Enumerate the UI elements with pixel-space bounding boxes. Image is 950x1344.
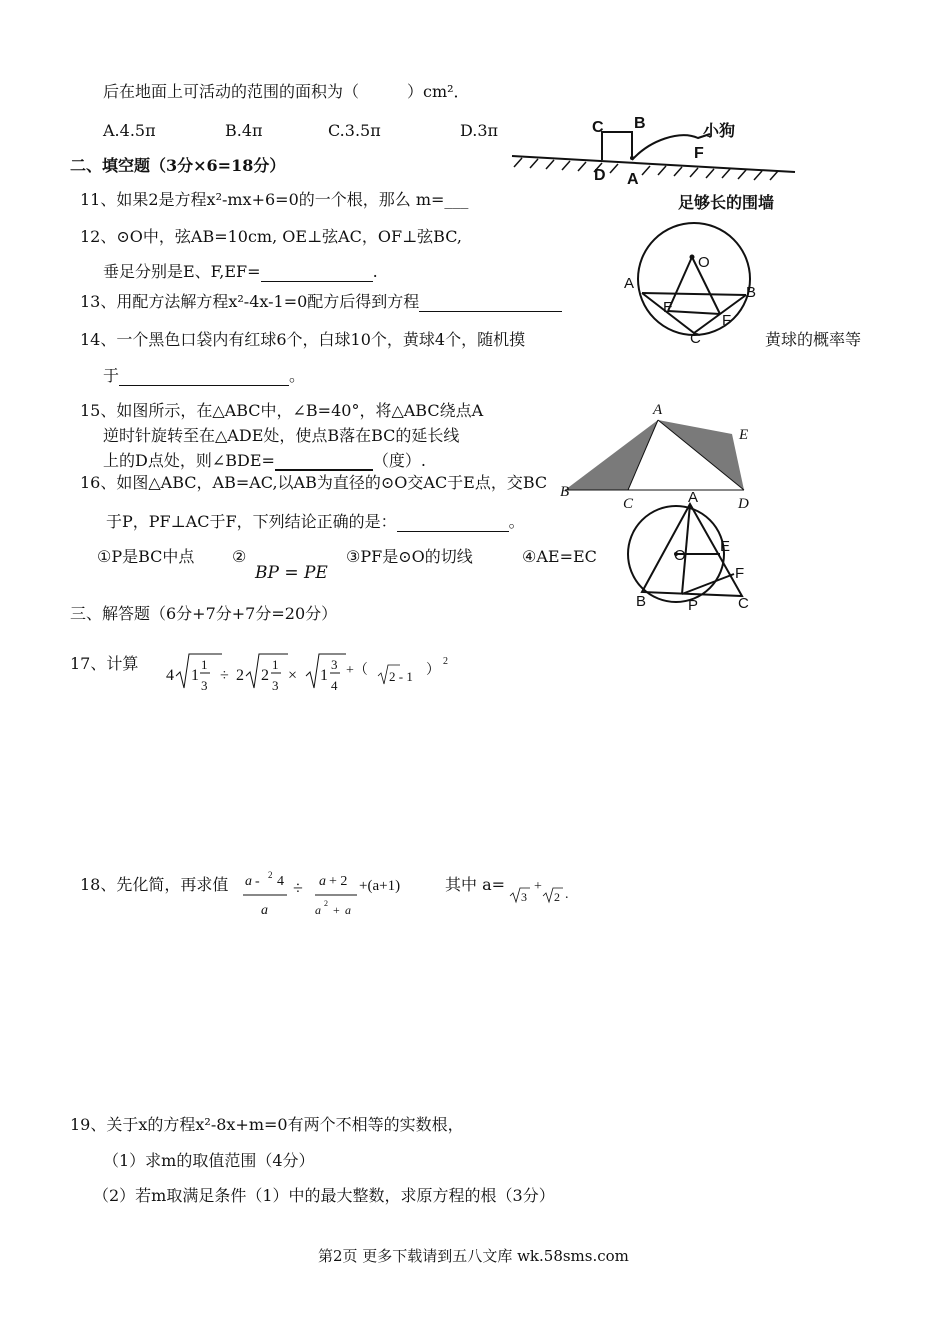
q16-opt2-prefix: ② — [232, 547, 247, 566]
label-f: F — [694, 145, 704, 162]
svg-text:+（: +（ — [346, 663, 368, 678]
svg-text:+: + — [534, 879, 542, 894]
q16-opt4: ④AE=EC — [522, 547, 597, 566]
triangle-abc — [565, 420, 658, 490]
q12-blank[interactable] — [261, 265, 373, 282]
q15-blank[interactable] — [275, 453, 373, 471]
svg-text:.: . — [565, 887, 569, 902]
q15-line2: 逆时针旋转至在△ADE处，使点B落在BC的延长线 — [103, 426, 460, 445]
label-e: E — [739, 427, 749, 443]
label-b: B — [560, 484, 570, 500]
q19-line1: 19、关于x的方程x²-8x+m=0有两个不相等的实数根， — [70, 1115, 464, 1134]
label-a: A — [627, 171, 639, 188]
label-f: F — [735, 565, 745, 582]
q13-text — [80, 292, 562, 312]
svg-text:2: 2 — [554, 890, 560, 904]
label-c: C — [592, 119, 604, 136]
label-a: A — [624, 275, 635, 292]
q12-line2-text: 垂足分别是E、F,EF= — [103, 262, 261, 281]
svg-text:1: 1 — [201, 657, 208, 672]
q16-line2 — [106, 512, 525, 532]
svg-text:+ 2: + 2 — [329, 874, 348, 889]
q14-line2-text: 于 — [103, 366, 120, 385]
q16-line2-text: 于P，PF⊥AC于F，下列结论正确的是： — [106, 512, 397, 531]
q15-tail: （度）. — [372, 451, 427, 470]
svg-text:3: 3 — [201, 678, 208, 693]
q19-part1: （1）求m的取值范围（4分） — [103, 1151, 315, 1170]
q13-label: 13、用配方法解方程x²-4x-1=0配方后得到方程 — [80, 292, 420, 311]
label-d: D — [594, 167, 606, 184]
label-f: F — [722, 312, 732, 329]
figure-wall-dog — [510, 110, 800, 220]
q10-text: 后在地面上可活动的范围的面积为（ ）cm²． — [103, 82, 470, 101]
q16-opt3: ③PF是⊙O的切线 — [346, 547, 473, 566]
q18-label: 18、先化简，再求值 — [80, 875, 229, 894]
q16-blank[interactable] — [397, 515, 509, 532]
svg-text:3: 3 — [521, 890, 527, 904]
q14-line2 — [103, 366, 305, 386]
q17-coef1: 4 — [166, 667, 174, 684]
svg-text:1: 1 — [272, 657, 279, 672]
svg-text:-: - — [255, 874, 260, 889]
svg-text:3: 3 — [331, 657, 338, 672]
q14-line1b: 黄球的概率等 — [765, 330, 862, 349]
q16-line1: 16、如图△ABC，AB=AC,以AB为直径的⊙O交AC于E点，交BC — [80, 473, 548, 492]
label-c: C — [623, 496, 634, 512]
q12-line2 — [103, 262, 378, 282]
label-dog: 小狗 — [703, 123, 736, 140]
section3-title: 三、解答题（6分+7分+7分=20分） — [70, 604, 338, 623]
label-b: B — [634, 115, 646, 132]
q17-label: 17、计算 — [70, 654, 139, 673]
q17-whole1: 1 — [191, 667, 199, 684]
label-c: C — [738, 595, 749, 612]
svg-text:a: a — [261, 903, 268, 918]
svg-text:÷: ÷ — [220, 667, 229, 684]
label-b: B — [636, 593, 647, 610]
q18-where: 其中 a= — [445, 875, 506, 894]
label-a: A — [653, 402, 663, 418]
q15-line1: 15、如图所示，在△ABC中，∠B=40°，将△ABC绕点A — [80, 401, 484, 420]
svg-text:3: 3 — [272, 678, 279, 693]
q15-line3-text: 上的D点处，则∠BDE= — [103, 451, 275, 470]
label-wall: 足够长的围墙 — [678, 195, 775, 212]
label-d: D — [738, 496, 749, 512]
section2-title: 二、填空题（3分×6=18分） — [70, 156, 286, 175]
svg-text:2: 2 — [443, 656, 448, 667]
label-o: O — [674, 547, 686, 564]
q14-line1: 14、一个黑色口袋内有红球6个，白球10个，黄球4个，随机摸 — [80, 330, 526, 349]
svg-text:2: 2 — [324, 899, 328, 908]
svg-text:a: a — [319, 874, 326, 889]
svg-text:）: ） — [426, 663, 440, 678]
q13-blank[interactable] — [419, 295, 562, 312]
q12-tail: . — [372, 262, 378, 281]
svg-text:÷: ÷ — [293, 878, 303, 898]
q10-option-b: B.4π — [225, 121, 263, 140]
svg-text:1: 1 — [320, 667, 328, 684]
q10-option-a: A.4.5π — [103, 121, 156, 140]
q10-option-d: D.3π — [460, 121, 499, 140]
q16-opt2-math: BP = PE — [255, 563, 328, 583]
label-o: O — [698, 254, 710, 271]
svg-text:a: a — [345, 903, 351, 917]
q14-blank[interactable] — [119, 369, 289, 386]
label-e: E — [720, 538, 731, 555]
svg-text:+(a+1): +(a+1) — [359, 878, 401, 894]
q18-expression — [243, 868, 423, 920]
svg-text:4: 4 — [277, 874, 284, 889]
label-p: P — [688, 597, 699, 614]
q15-line3 — [103, 451, 426, 471]
point-a — [630, 156, 634, 160]
label-b: B — [746, 284, 757, 301]
q11-text: 11、如果2是方程x²-mx+6=0的一个根，那么 m=___ — [80, 190, 469, 209]
svg-text:2: 2 — [268, 870, 273, 880]
svg-text:×: × — [288, 667, 298, 684]
svg-text:a: a — [315, 903, 321, 917]
q19-part2: （2）若m取满足条件（1）中的最大整数，求原方程的根（3分） — [93, 1186, 555, 1205]
svg-text:a: a — [245, 874, 252, 889]
svg-text:+: + — [333, 903, 340, 917]
label-a: A — [688, 489, 699, 506]
figure-circle-chords — [620, 215, 760, 345]
q17-expression — [160, 648, 460, 700]
q16-opt1: ①P是BC中点 — [97, 547, 195, 566]
q12-line1: 12、⊙O中，弦AB=10cm, OE⊥弦AC，OF⊥弦BC, — [80, 227, 462, 246]
figure-circle-triangle — [618, 488, 763, 618]
svg-text:2: 2 — [236, 667, 244, 684]
label-c: C — [690, 330, 701, 345]
q10-option-c: C.3.5π — [328, 121, 381, 140]
q16-tail: 。 — [508, 512, 525, 531]
page-footer: 第2页 更多下载请到五八文库 wk.58sms.com — [318, 1247, 629, 1265]
svg-text:4: 4 — [331, 678, 338, 693]
q14-tail: 。 — [289, 366, 306, 385]
svg-text:2: 2 — [261, 667, 269, 684]
svg-text:2 - 1: 2 - 1 — [389, 669, 413, 684]
label-e: E — [663, 299, 674, 316]
q18-value — [508, 874, 573, 904]
